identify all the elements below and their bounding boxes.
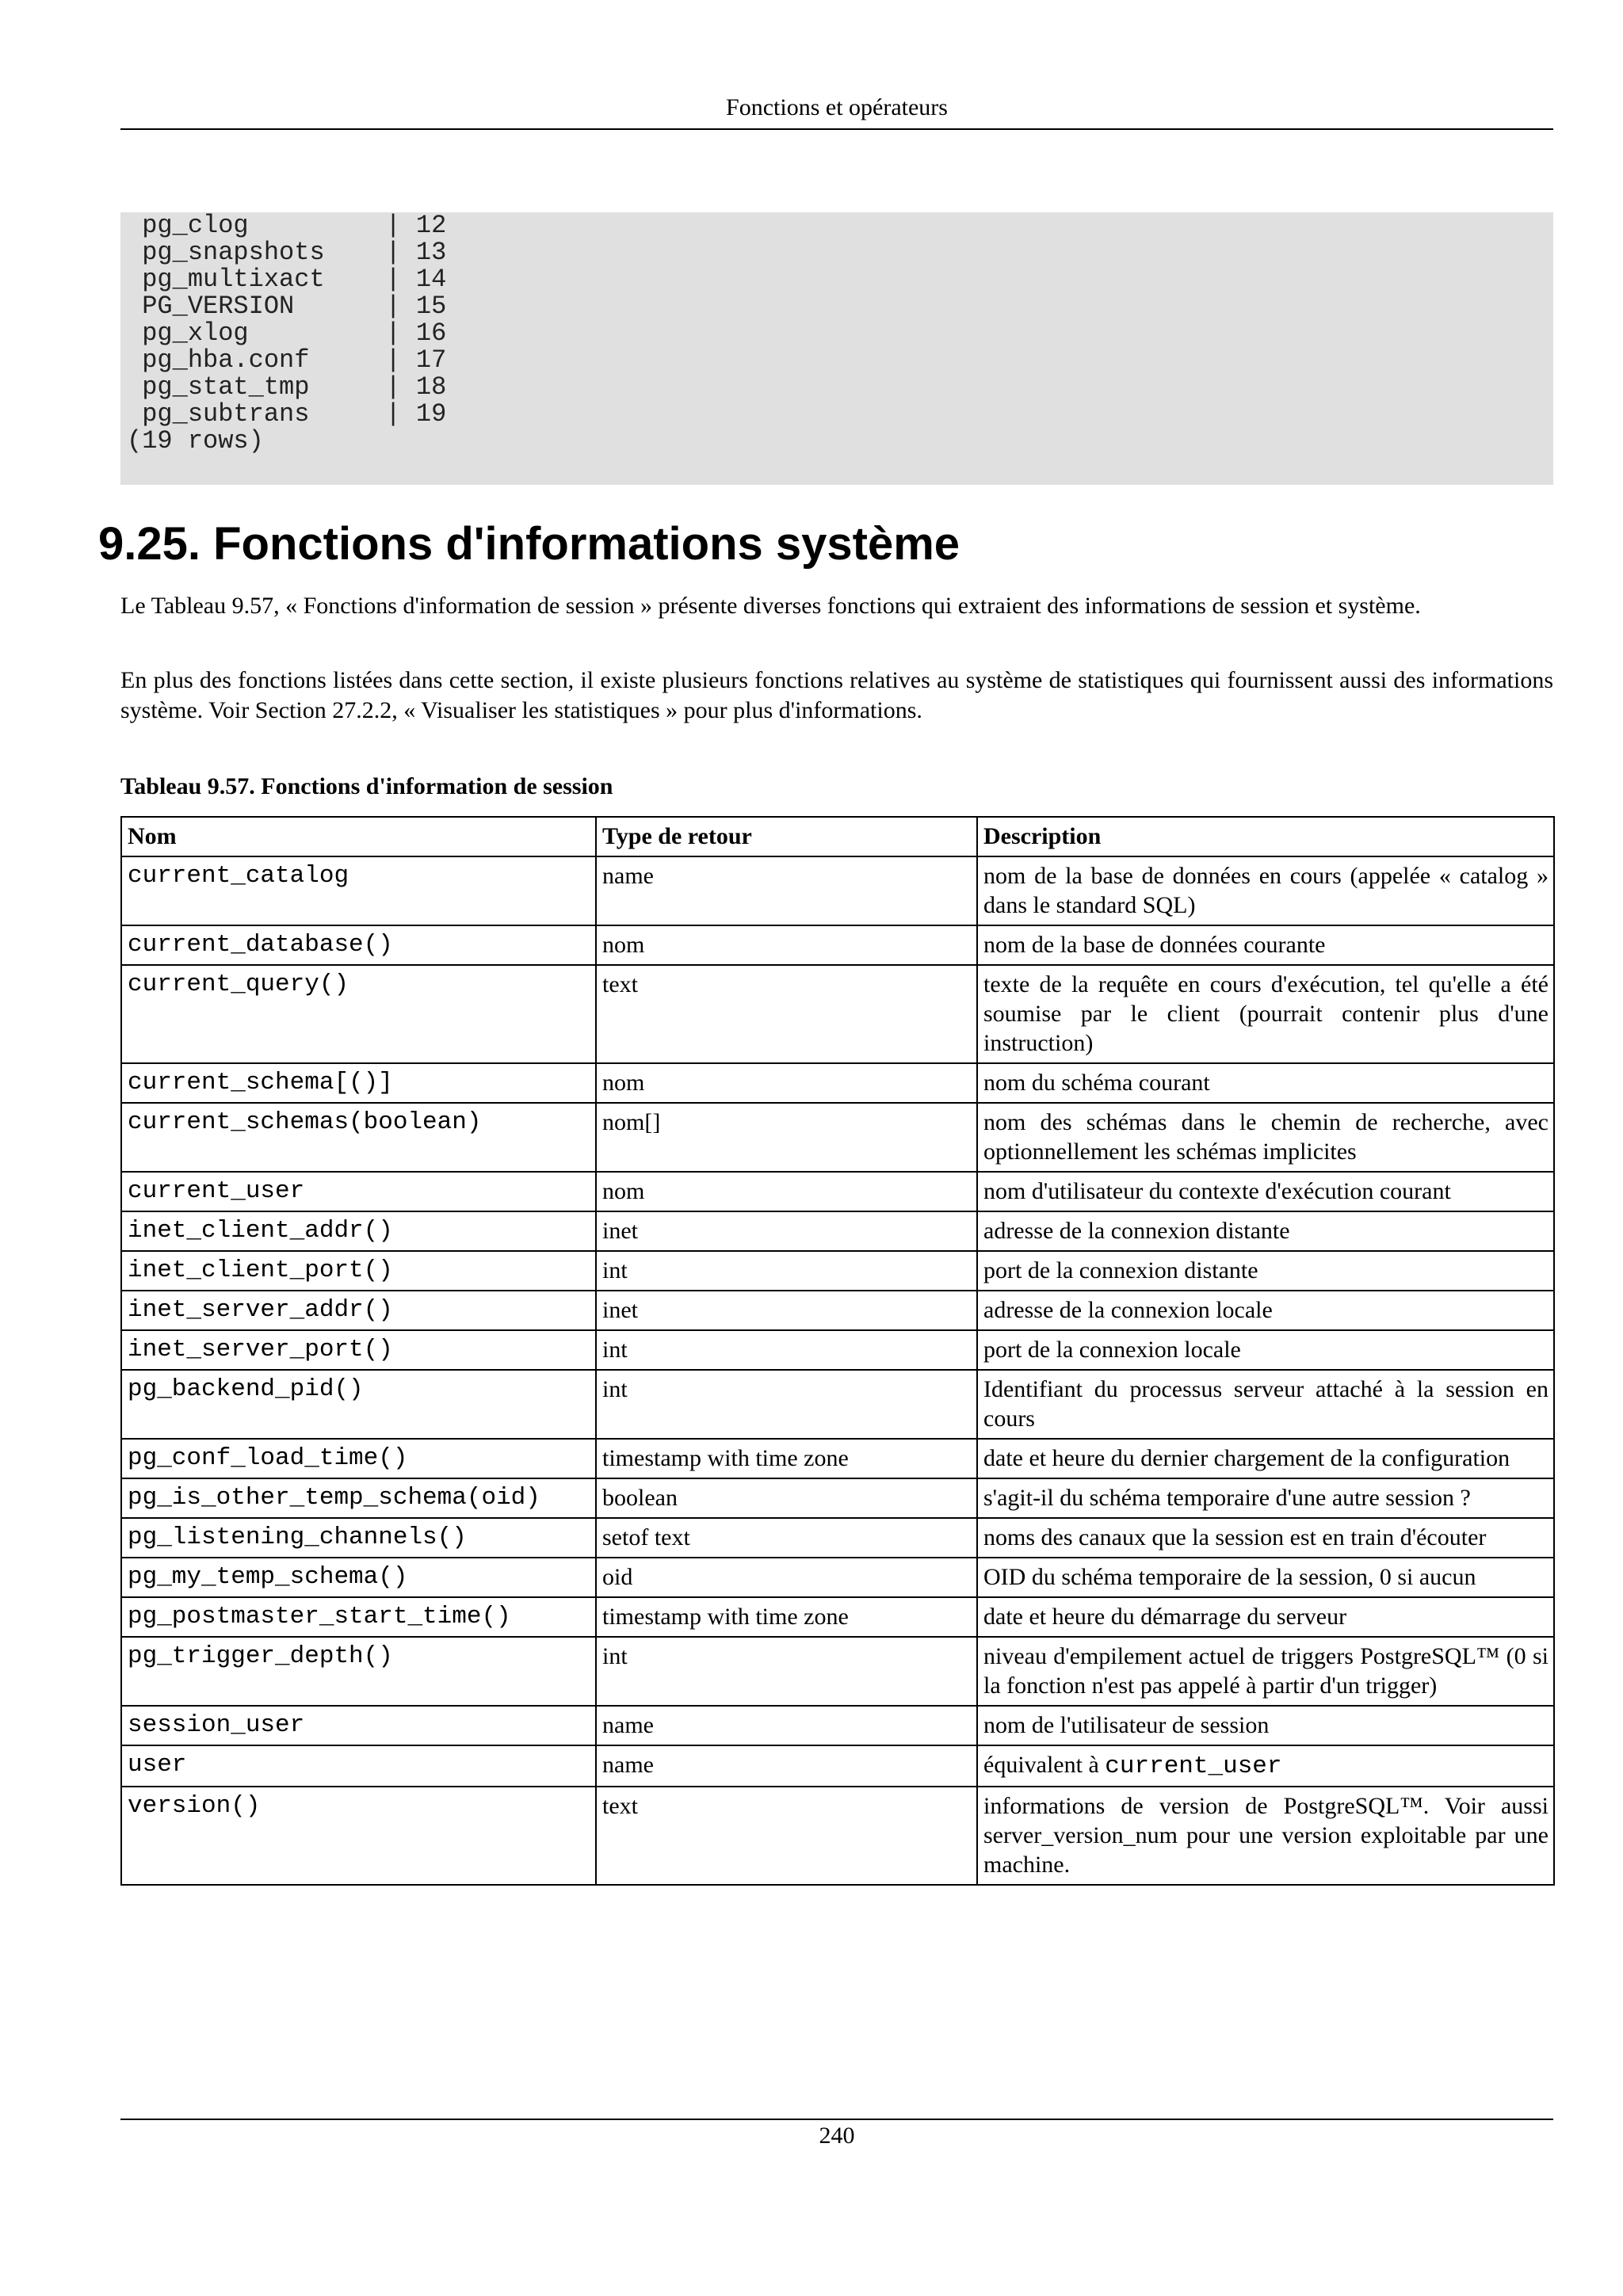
return-type: inet [596,1211,977,1251]
header-rule [120,128,1553,130]
function-description [977,1518,1554,1558]
function-name: current_user [121,1172,596,1211]
description-text: date et heure du dernier chargement de la configuration [983,1445,1510,1471]
description-text: informations de version de PostgreSQL™. Voir aussi server_version_num pour une version exploitable par une machine. [983,1793,1549,1878]
function-description [977,1251,1554,1291]
description-text: noms des canaux que la session est en train d'écouter [983,1524,1487,1550]
description-text: nom des schémas dans le chemin de recherche, avec optionnellement les schémas implicites [983,1109,1549,1165]
return-type: int [596,1637,977,1706]
code-line: pg_snapshots | 13 [127,238,447,267]
table-row [121,1478,1554,1518]
table-row [121,1063,1554,1103]
session-info-table [120,816,1555,1886]
description-text: adresse de la connexion distante [983,1218,1290,1244]
description-text: nom du schéma courant [983,1070,1210,1096]
page-number: 240 [819,2122,855,2149]
table-row [121,1330,1554,1370]
return-type: setof text [596,1518,977,1558]
function-description [977,1597,1554,1637]
function-description [977,1637,1554,1706]
function-name: pg_trigger_depth() [121,1637,596,1706]
table-row [121,1172,1554,1211]
function-name: current_catalog [121,856,596,925]
function-description [977,856,1554,925]
function-description [977,1745,1554,1787]
table-row [121,1251,1554,1291]
table-caption: Tableau 9.57. Fonctions d'information de session [120,773,613,799]
return-type: int [596,1330,977,1370]
function-name: current_query() [121,965,596,1063]
table-row [121,1745,1554,1787]
code-line: (19 rows) [127,426,264,456]
description-text: nom d'utilisateur du contexte d'exécution courant [983,1178,1451,1204]
function-description [977,1063,1554,1103]
function-name: pg_backend_pid() [121,1370,596,1439]
section-title: 9.25. Fonctions d'informations système [98,518,960,570]
code-line: pg_subtrans | 19 [127,399,447,429]
function-name: session_user [121,1706,596,1745]
function-name: pg_my_temp_schema() [121,1558,596,1597]
return-type: nom [596,925,977,965]
header-name: Nom [121,817,596,856]
table-row [121,1370,1554,1439]
description-text: Identifiant du processus serveur attaché à la session en cours [983,1376,1549,1432]
function-description [977,1172,1554,1211]
return-type: text [596,1787,977,1885]
table-row [121,1787,1554,1885]
table-row [121,1518,1554,1558]
code-output [127,212,1553,455]
table-header-row [121,817,1554,856]
return-type: nom[] [596,1103,977,1172]
function-description [977,1103,1554,1172]
function-description [977,1211,1554,1251]
description-text: port de la connexion locale [983,1337,1241,1363]
description-text: texte de la requête en cours d'exécution, tel qu'elle a été soumise par le client (pourrait contenir plus d'une instruction) [983,971,1549,1056]
function-name: current_schemas(boolean) [121,1103,596,1172]
code-line: pg_stat_tmp | 18 [127,372,447,402]
description-text: OID du schéma temporaire de la session, 0 si aucun [983,1564,1476,1590]
code-line: pg_hba.conf | 17 [127,345,447,375]
return-type: nom [596,1172,977,1211]
description-text: s'agit-il du schéma temporaire d'une autre session ? [983,1485,1471,1511]
header-description: Description [977,817,1554,856]
return-type: timestamp with time zone [596,1439,977,1478]
function-description [977,1787,1554,1885]
table-row [121,925,1554,965]
return-type: text [596,965,977,1063]
table-row [121,856,1554,925]
function-name: inet_client_port() [121,1251,596,1291]
function-name: inet_server_port() [121,1330,596,1370]
function-name: current_database() [121,925,596,965]
function-name: inet_client_addr() [121,1211,596,1251]
function-description [977,1706,1554,1745]
description-code: current_user [1105,1753,1282,1780]
description-text: port de la connexion distante [983,1257,1258,1283]
statistics-paragraph: En plus des fonctions listées dans cette section, il existe plusieurs fonctions relatives au système de statistiques qui fournissent aussi des informations système. Voir Section 27.2.2, « Visualiser les statistiques » pour plus d'informations. [120,667,1553,723]
return-type: name [596,1745,977,1787]
intro-paragraph: Le Tableau 9.57, « Fonctions d'information de session » présente diverses fonctions qui extraient des informations de session et système. [120,593,1421,619]
function-description [977,1478,1554,1518]
return-type: name [596,856,977,925]
code-block [120,212,1553,485]
return-type: inet [596,1291,977,1330]
code-line: pg_xlog | 16 [127,318,447,348]
return-type: int [596,1370,977,1439]
header-return-type: Type de retour [596,817,977,856]
code-line: pg_multixact | 14 [127,265,447,294]
function-description [977,1330,1554,1370]
function-description [977,1439,1554,1478]
return-type: timestamp with time zone [596,1597,977,1637]
return-type: nom [596,1063,977,1103]
function-description [977,1558,1554,1597]
description-text: date et heure du démarrage du serveur [983,1604,1347,1630]
table-row [121,1706,1554,1745]
description-text: nom de la base de données en cours (appelée « catalog » dans le standard SQL) [983,863,1549,918]
description-text: nom de la base de données courante [983,932,1326,958]
function-name: pg_postmaster_start_time() [121,1597,596,1637]
function-description [977,1370,1554,1439]
table-row [121,1597,1554,1637]
description-text: équivalent à [983,1752,1106,1778]
table-row [121,965,1554,1063]
function-name: pg_listening_channels() [121,1518,596,1558]
description-text: adresse de la connexion locale [983,1297,1273,1323]
description-text: nom de l'utilisateur de session [983,1712,1270,1738]
page-header: Fonctions et opérateurs [726,94,948,120]
function-description [977,965,1554,1063]
function-name: user [121,1745,596,1787]
return-type: oid [596,1558,977,1597]
return-type: name [596,1706,977,1745]
function-name: pg_conf_load_time() [121,1439,596,1478]
table-row [121,1211,1554,1251]
function-name: current_schema[()] [121,1063,596,1103]
table-row [121,1558,1554,1597]
return-type: boolean [596,1478,977,1518]
table-row [121,1103,1554,1172]
return-type: int [596,1251,977,1291]
table-row [121,1291,1554,1330]
description-text: niveau d'empilement actuel de triggers PostgreSQL™ (0 si la fonction n'est pas appelé à partir d'un trigger) [983,1643,1549,1699]
table-row [121,1439,1554,1478]
function-description [977,925,1554,965]
code-line: PG_VERSION | 15 [127,292,447,321]
function-description [977,1291,1554,1330]
function-name: pg_is_other_temp_schema(oid) [121,1478,596,1518]
code-line: pg_clog | 12 [127,211,447,240]
function-name: version() [121,1787,596,1885]
function-name: inet_server_addr() [121,1291,596,1330]
table-row [121,1637,1554,1706]
